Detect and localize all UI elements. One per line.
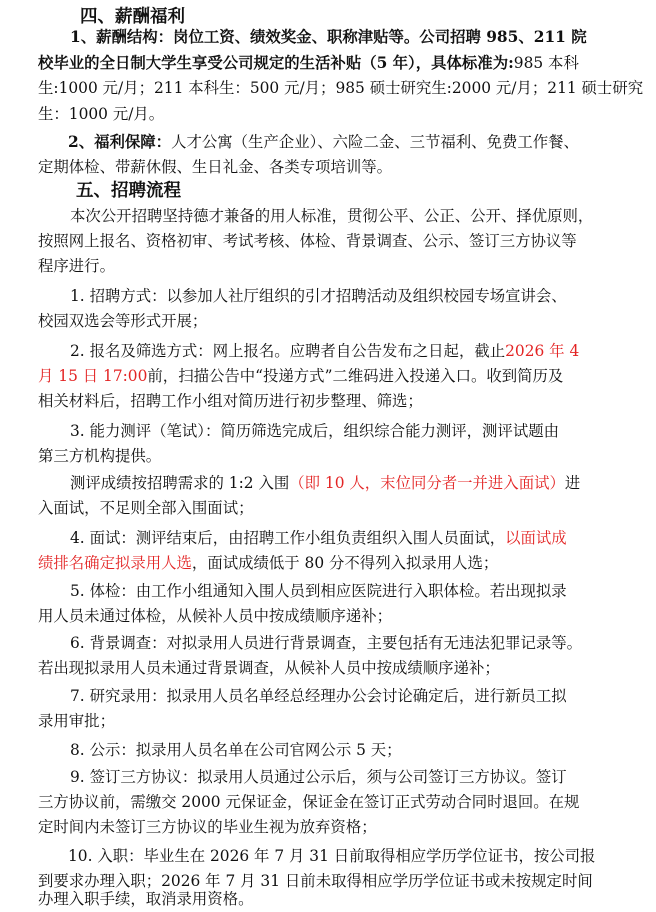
salary-standard-end: 生：1000 元/月。	[38, 105, 165, 123]
score-rule-red: （即 10 人，末位同分者一并进入面试）	[289, 474, 565, 492]
step-3-cont	[0, 443, 656, 469]
heading-text: 四、薪酬福利	[80, 7, 185, 27]
score-rule	[0, 470, 656, 496]
step-10-text-cont: 到要求办理入职；2026 年 7 月 31 日前未取得相应学历学位证书或未按规定时间	[38, 872, 593, 890]
step-4-text-cont: ，面试成绩低于 80 分不得列入拟录用人选；	[191, 554, 499, 572]
step-3	[0, 418, 656, 444]
step-4-red-cont: 绩排名确定拟录用人选	[38, 554, 192, 572]
step-8-text: 8. 公示：拟录用人员名单在公司官网公示 5 天；	[70, 741, 402, 759]
step-9-cont	[0, 814, 656, 840]
step-4-cont	[0, 550, 656, 576]
paragraph-line	[0, 228, 656, 254]
step-6-text: 6. 背景调查：对拟录用人员进行背景调查，主要包括有无违法犯罪记录等。	[70, 634, 583, 652]
paragraph-line	[0, 24, 656, 50]
step-4	[0, 525, 656, 551]
welfare-text-cont: 定期体检、带薪休假、生日礼金、各类专项培训等。	[38, 158, 392, 176]
paragraph-line	[0, 129, 656, 155]
heading-text: 五、招聘流程	[76, 181, 181, 201]
step-2-cont	[0, 388, 656, 414]
step-7-text-cont: 录用审批；	[38, 712, 115, 730]
process-intro-end: 程序进行。	[38, 257, 115, 275]
step-1-cont	[0, 308, 656, 334]
step-5	[0, 578, 656, 604]
score-rule-cont	[0, 495, 656, 521]
step-5-text-cont: 用人员未通过体检，从候补人员中按成绩顺序递补；	[38, 607, 392, 625]
step-3-text: 3. 能力测评（笔试）：简历筛选完成后，组织综合能力测评，测评试题由	[70, 422, 559, 440]
step-5-cont	[0, 603, 656, 629]
step-9-cont	[0, 789, 656, 815]
step-4-text: 4. 面试：测评结束后，由招聘工作小组负责组织入围人员面试，	[70, 529, 506, 547]
step-7-text: 7. 研究录用：拟录用人员名单经总经理办公会讨论确定后，进行新员工拟	[70, 687, 567, 705]
paragraph-line	[0, 154, 656, 180]
step-10	[0, 843, 656, 869]
step-2-cont	[0, 363, 656, 389]
step-4-red: 以面试成	[505, 529, 567, 547]
step-10-cont	[0, 886, 656, 912]
step-2-text-end: 相关材料后，招聘工作小组对简历进行初步整理、筛选；	[38, 392, 423, 410]
step-3-text-cont: 第三方机构提供。	[38, 447, 162, 465]
paragraph-line	[0, 50, 656, 76]
process-intro: 本次公开招聘坚持德才兼备的用人标准，贯彻公平、公正、公开、择优原则，	[70, 207, 594, 225]
score-rule-text: 测评成绩按招聘需求的 1:2 入围	[70, 474, 290, 492]
salary-standard-text: 生:1000 元/月；211 本科生：500 元/月；985 硕士研究生:2000 元/月；211 硕士研究	[38, 79, 644, 97]
step-9-text-cont: 三方协议前，需缴交 2000 元保证金，保证金在签订正式劳动合同时退回。在规	[38, 793, 580, 811]
paragraph-line	[0, 203, 656, 229]
step-2-text-cont: 前，扫描公告中“投递方式”二维码进入投递入口。收到简历及	[147, 367, 564, 385]
step-9	[0, 764, 656, 790]
welfare-lead: 2、福利保障：	[68, 133, 172, 151]
step-1	[0, 283, 656, 309]
salary-subsidy-tail: 985 本科	[513, 54, 579, 72]
process-intro-cont: 按照网上报名、资格初审、考试考核、体检、背景调查、公示、签订三方协议等	[38, 232, 577, 250]
step-1-text: 1. 招聘方式：以参加人社厅组织的引才招聘活动及组织校园专场宣讲会、	[70, 287, 567, 305]
step-10-text-end: 办理入职手续，取消录用资格。	[38, 890, 254, 908]
step-1-text-cont: 校园双选会等形式开展；	[38, 312, 208, 330]
salary-structure-text: 1、薪酬结构：岗位工资、绩效奖金、职称津贴等。公司招聘 985、211 院	[70, 28, 587, 46]
step-6-cont	[0, 655, 656, 681]
score-rule-text-cont: 入面试，不足则全部入围面试；	[38, 499, 254, 517]
paragraph-line	[0, 253, 656, 279]
step-6	[0, 630, 656, 656]
step-9-text-end: 定时间内未签订三方协议的毕业生视为放弃资格；	[38, 818, 377, 836]
step-10-text: 10. 入职：毕业生在 2026 年 7 月 31 日前取得相应学历学位证书，按公司报	[68, 847, 596, 865]
step-9-text: 9. 签订三方协议：拟录用人员通过公示后，须与公司签订三方协议。签订	[70, 768, 567, 786]
salary-subsidy-text: 校毕业的全日制大学生享受公司规定的生活补贴（5 年），具体标准为:	[38, 54, 514, 72]
step-6-text-cont: 若出现拟录用人员未通过背景调查，从候补人员中按成绩顺序递补；	[38, 659, 500, 677]
step-5-text: 5. 体检：由工作小组通知入围人员到相应医院进行入职体检。若出现拟录	[70, 582, 567, 600]
step-8	[0, 737, 656, 763]
section-heading-process	[0, 178, 656, 204]
score-rule-tail: 进	[564, 474, 581, 492]
paragraph-line	[0, 75, 656, 101]
step-2-deadline-red-cont: 月 15 日 17:00	[38, 367, 148, 385]
step-2-text: 2. 报名及筛选方式：网上报名。应聘者自公告发布之日起，截止	[70, 342, 506, 360]
step-7-cont	[0, 708, 656, 734]
step-2	[0, 338, 656, 364]
step-2-deadline-red: 2026 年 4	[505, 342, 580, 360]
step-7	[0, 683, 656, 709]
paragraph-line	[0, 101, 656, 127]
welfare-text: 人才公寓（生产企业）、六险二金、三节福利、免费工作餐、	[171, 133, 579, 151]
